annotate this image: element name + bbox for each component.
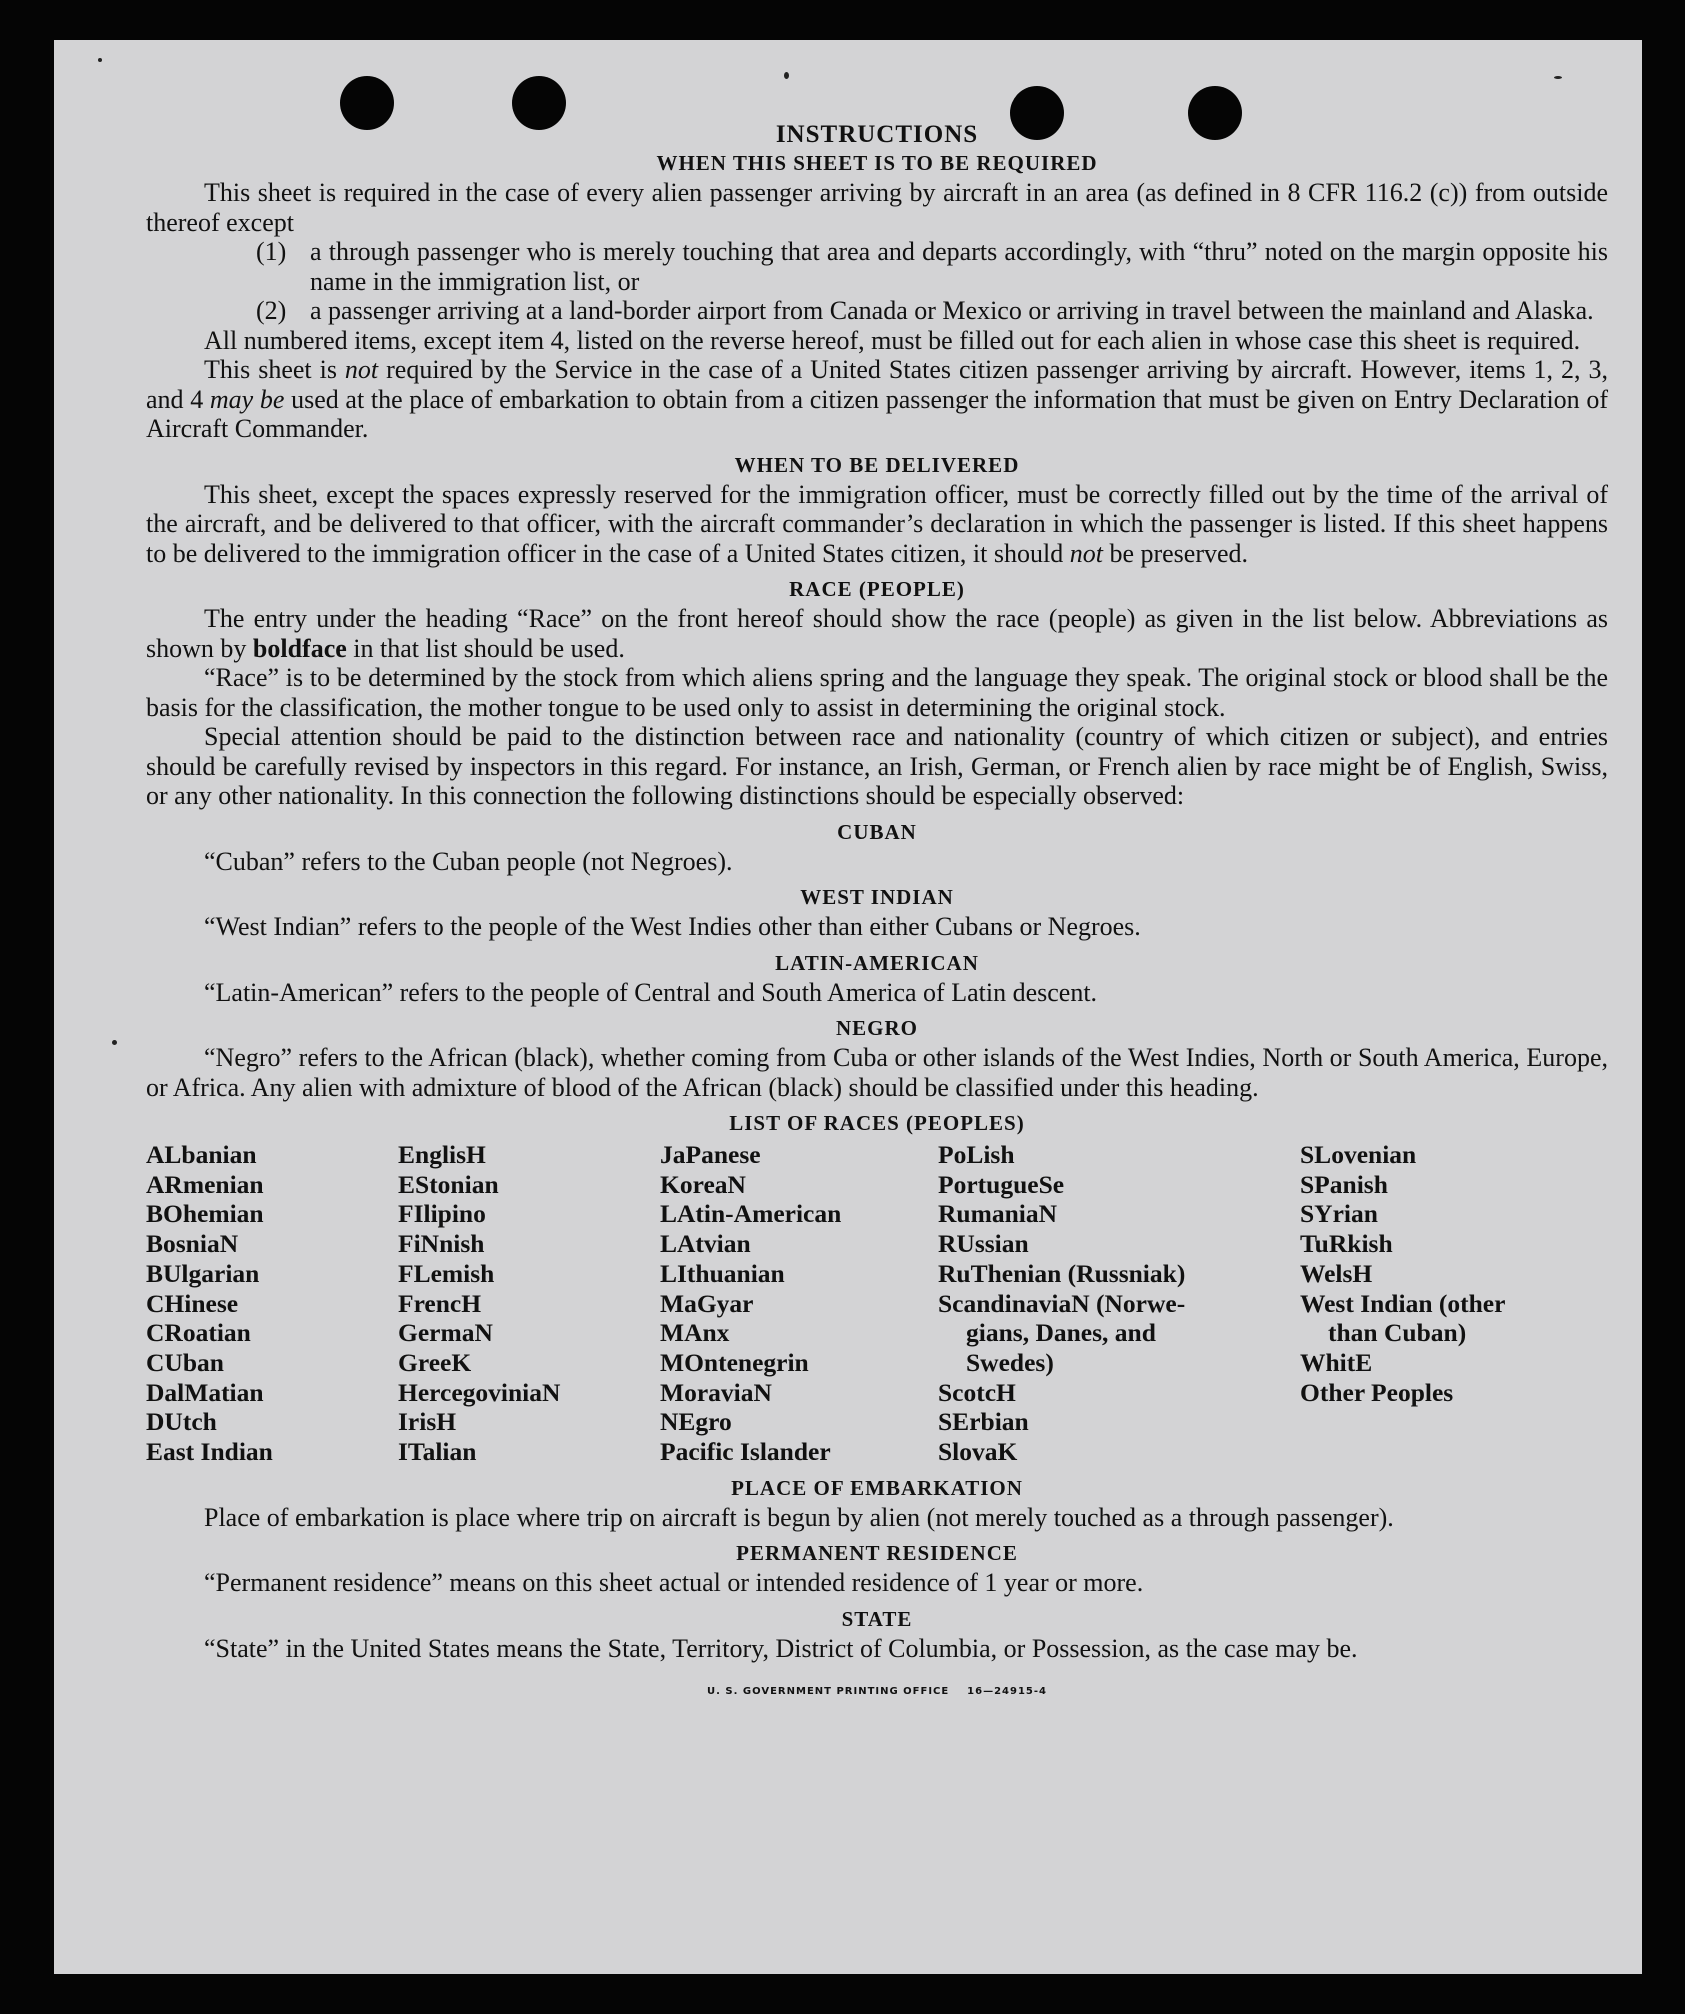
emphasis: not [1069, 538, 1103, 568]
paragraph: This sheet is required in the case of every alien passenger arriving by aircraft in an area (as defined in 8 CFR 116.2 (c)) from outside thereof except [146, 178, 1608, 237]
race-entry: PortugueSe [938, 1169, 1065, 1199]
race-entry: ScandinaviaN (Norwe- [938, 1288, 1186, 1318]
page-title: INSTRUCTIONS [775, 121, 979, 148]
race-entry: SLovenian [1300, 1140, 1417, 1169]
race-entry: LAtvian [660, 1229, 751, 1259]
race-entry: RUssian [938, 1229, 1029, 1259]
race-entry: BUlgarian [146, 1258, 260, 1288]
race-entry: ITalian [398, 1437, 477, 1467]
heading-permanent-residence: PERMANENT RESIDENCE [736, 1541, 1018, 1566]
race-entry: SYrian [1300, 1199, 1378, 1229]
heading-latin-american: LATIN-AMERICAN [775, 950, 979, 975]
paper-speck [1554, 76, 1562, 79]
race-entry: KoreaN [660, 1169, 746, 1199]
paragraph: This sheet is not required by the Service in the case of a United States citizen passenger arriving by aircraft. However, items 1, 2, 3, and 4 may be used at the place of embarkation to obtain from a citizen passenger the information that must be given on Entry Declaration of Aircraft Commander. [146, 355, 1608, 443]
race-entry: EnglisH [398, 1140, 486, 1169]
heading-race: RACE (PEOPLE) [789, 577, 965, 601]
race-entry: ALbanian [146, 1140, 257, 1169]
item-text: a through passenger who is merely touching that area and departs accordingly, with “thru” noted on the margin opposite his name in the immigration list, or [310, 237, 1608, 296]
race-entry: SlovaK [938, 1437, 1018, 1467]
paragraph: “Cuban” refers to the Cuban people (not Negroes). [204, 846, 733, 876]
race-column [938, 1140, 1300, 1467]
list-item [146, 296, 1608, 326]
race-entry: RumaniaN [938, 1199, 1058, 1229]
race-entry: WhitE [1300, 1347, 1373, 1377]
paragraph: Special attention should be paid to the distinction between race and nationality (country of which citizen or subject), and entries should be carefully revised by inspectors in this regard. For instance, an Irish, German, or French alien by race might be of English, Swiss, or any other nationality. In this connection the following distinctions should be especially observed: [146, 722, 1608, 810]
heading-when-required: WHEN THIS SHEET IS TO BE REQUIRED [656, 151, 1098, 175]
instruction-sheet [54, 40, 1642, 1974]
race-entry: SErbian [938, 1407, 1029, 1437]
instructions-content [146, 112, 1608, 1707]
heading-cuban: CUBAN [837, 819, 917, 844]
paper-speck [784, 72, 789, 79]
paragraph: “Negro” refers to the African (black), whether coming from Cuba or other islands of the West Indies, North or South America, Europe, or Africa. Any alien with admixture of blood of the African (black) should be classified under this heading. [146, 1043, 1608, 1102]
paragraph: The entry under the heading “Race” on the front hereof should show the race (people) as given in the list below. Abbreviations as shown by boldface in that list should be used. [146, 604, 1608, 663]
paragraph: All numbered items, except item 4, listed on the reverse hereof, must be filled out for each alien in whose case this sheet is required. [204, 325, 1581, 355]
emphasis: may be [209, 384, 285, 414]
race-entry: GermaN [398, 1318, 493, 1348]
race-entry-continued: than Cuban) [1328, 1318, 1467, 1348]
item-number: (1) [256, 237, 287, 266]
heading-list-of-races: LIST OF RACES (PEOPLES) [729, 1111, 1025, 1135]
race-entry: GreeK [398, 1347, 472, 1377]
race-entry: BosniaN [146, 1229, 239, 1259]
race-column [660, 1140, 938, 1467]
emphasis: not [344, 355, 379, 384]
race-entry: DUtch [146, 1407, 217, 1437]
boldface-word: boldface [252, 633, 347, 663]
race-entry: CRoatian [146, 1318, 251, 1348]
paragraph: “Permanent residence” means on this sheet actual or intended residence of 1 year or more. [204, 1568, 1144, 1598]
race-entry: MAnx [660, 1318, 730, 1348]
race-entry: RuThenian (Russniak) [938, 1258, 1186, 1288]
paragraph: Place of embarkation is place where trip on aircraft is begun by alien (not merely touched as a through passenger). [204, 1502, 1394, 1532]
race-entry: EStonian [398, 1169, 499, 1199]
race-list [146, 1140, 1608, 1467]
race-entry: JaPanese [660, 1140, 761, 1169]
race-column [146, 1140, 398, 1467]
race-entry: MoraviaN [660, 1377, 772, 1407]
list-item [146, 237, 1608, 296]
race-entry: PoLish [938, 1140, 1015, 1169]
race-entry: FiNnish [398, 1229, 485, 1259]
paragraph: “Race” is to be determined by the stock from which aliens spring and the language they speak. The original stock or blood shall be the basis for the classification, the mother tongue to be used only to assist in determining the original stock. [146, 663, 1608, 722]
item-text: a passenger arriving at a land-border airport from Canada or Mexico or arriving in travel between the mainland and Alaska. [310, 296, 1594, 325]
paragraph: This sheet, except the spaces expressly reserved for the immigration officer, must be correctly filled out by the time of the arrival of the aircraft, and be delivered to that officer, with the aircraft commander’s declaration in which the passenger is listed. If this sheet happens to be delivered to the immigration officer in the case of a United States citizen, it should not be preserved. [146, 479, 1608, 568]
race-entry: Other Peoples [1300, 1377, 1454, 1407]
heading-west-indian: WEST INDIAN [800, 885, 954, 909]
race-entry: FIlipino [398, 1199, 486, 1229]
race-column [398, 1140, 660, 1467]
race-column [1300, 1140, 1600, 1467]
race-entry: ScotcH [938, 1377, 1016, 1407]
race-entry: DalMatian [146, 1377, 264, 1407]
heading-negro: NEGRO [835, 1016, 918, 1040]
race-entry: LIthuanian [660, 1258, 785, 1288]
heading-when-delivered: WHEN TO BE DELIVERED [734, 452, 1020, 477]
race-entry: WelsH [1300, 1258, 1373, 1288]
race-entry: SPanish [1300, 1169, 1388, 1199]
race-entry: FLemish [398, 1258, 495, 1288]
race-entry: HercegoviniaN [398, 1377, 561, 1407]
race-entry: ARmenian [146, 1169, 264, 1199]
race-entry: Pacific Islander [660, 1437, 831, 1467]
paper-speck [98, 58, 102, 62]
paragraph: “West Indian” refers to the people of the West Indies other than either Cubans or Negroes. [204, 912, 1141, 941]
race-entry-continued: Swedes) [966, 1347, 1054, 1377]
race-entry: TuRkish [1300, 1229, 1393, 1259]
heading-place-of-embarkation: PLACE OF EMBARKATION [731, 1475, 1023, 1500]
race-entry: BOhemian [146, 1199, 264, 1229]
paragraph: “Latin-American” refers to the people of Central and South America of Latin descent. [204, 977, 1098, 1007]
item-number: (2) [256, 296, 287, 325]
race-entry: CUban [146, 1347, 224, 1377]
race-entry: NEgro [660, 1407, 732, 1437]
race-entry: MaGyar [660, 1288, 754, 1318]
race-entry: CHinese [146, 1288, 239, 1318]
printer-imprint: U. S. GOVERNMENT PRINTING OFFICE 16—24915-4 [707, 1686, 1047, 1698]
race-entry-continued: gians, Danes, and [966, 1318, 1156, 1348]
race-entry: LAtin-American [660, 1199, 842, 1229]
race-entry: IrisH [398, 1407, 457, 1437]
heading-state: STATE [841, 1606, 913, 1631]
race-entry: East Indian [146, 1437, 273, 1467]
paragraph: “State” in the United States means the State, Territory, District of Columbia, or Possession, as the case may be. [204, 1633, 1358, 1663]
race-entry: MOntenegrin [660, 1347, 809, 1377]
paper-speck [112, 1040, 117, 1045]
race-entry: West Indian (other [1300, 1288, 1506, 1318]
race-entry: FrencH [398, 1288, 482, 1318]
